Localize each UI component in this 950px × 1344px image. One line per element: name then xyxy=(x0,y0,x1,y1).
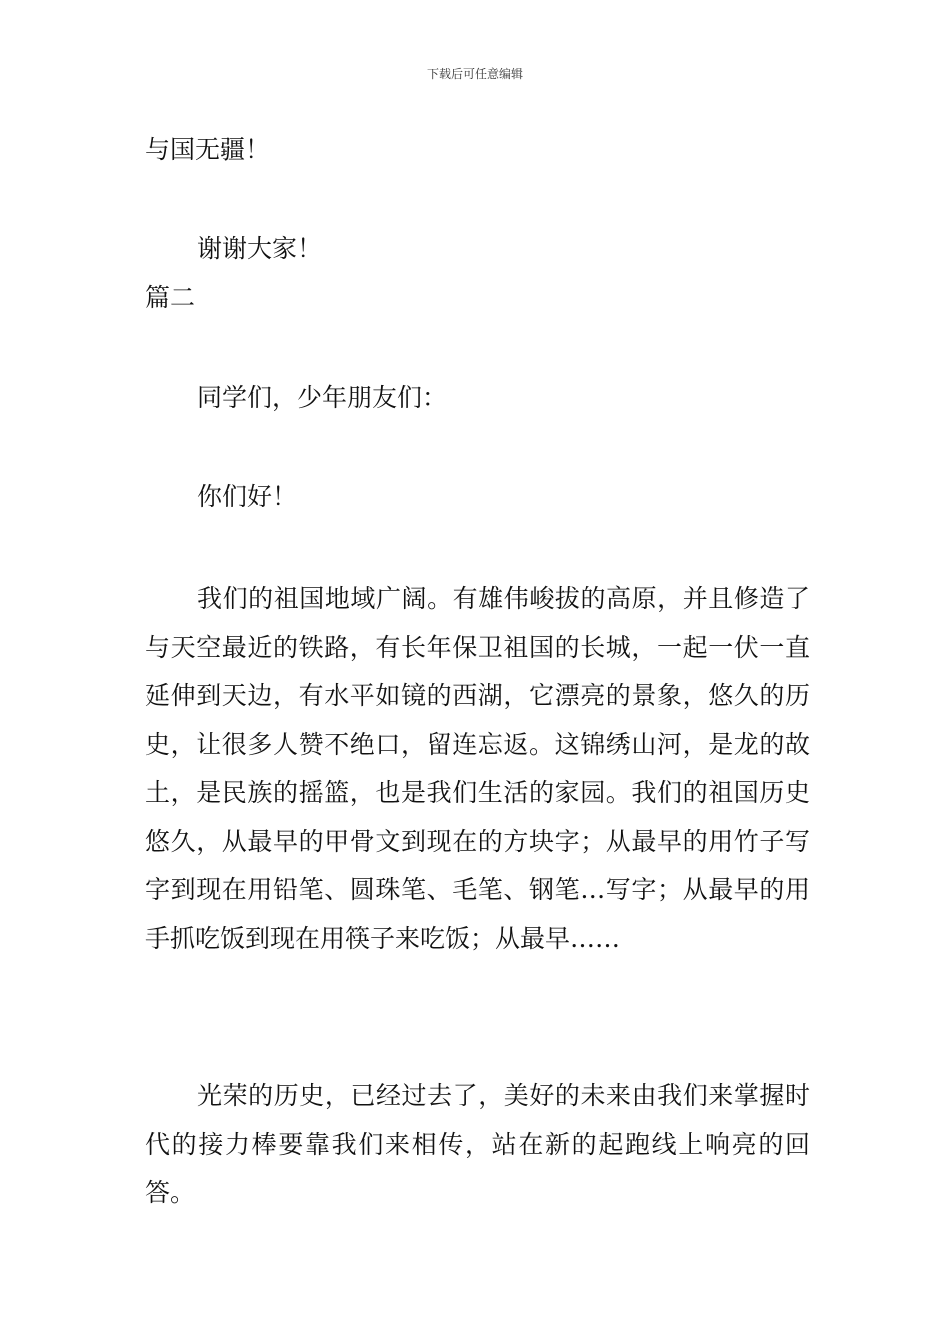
thanks-line: 谢谢大家！ xyxy=(197,234,323,263)
paragraph-future: 光荣的历史，已经过去了，美好的未来由我们来掌握时代的接力棒要靠我们来相传，站在新的起跑线上响亮的回答。 xyxy=(145,1081,810,1207)
paragraph-motherland: 我们的祖国地域广阔。有雄伟峻拔的高原，并且修造了与天空最近的铁路，有长年保卫祖国的长城，一起一伏一直延伸到天边，有水平如镜的西湖，它漂亮的景象，悠久的历史，让很多人赞不绝口，留连忘返。这锦绣山河，是龙的故土，是民族的摇篮，也是我们生活的家园。我们的祖国历史悠久，从最早的甲骨文到现在的方块字；从最早的用竹子写字到现在用铅笔、圆珠笔、毛笔、钢笔…写字；从最早的用手抓吃饭到现在用筷子来吃饭；从最早…… xyxy=(145,584,810,953)
text-line-continuation: 与国无疆！ xyxy=(145,135,271,164)
greeting-hello: 你们好！ xyxy=(197,482,298,511)
greeting-line: 同学们，少年朋友们： xyxy=(197,383,448,412)
page-header: 下载后可任意编辑 xyxy=(426,67,523,81)
section-title: 篇二 xyxy=(145,283,196,312)
